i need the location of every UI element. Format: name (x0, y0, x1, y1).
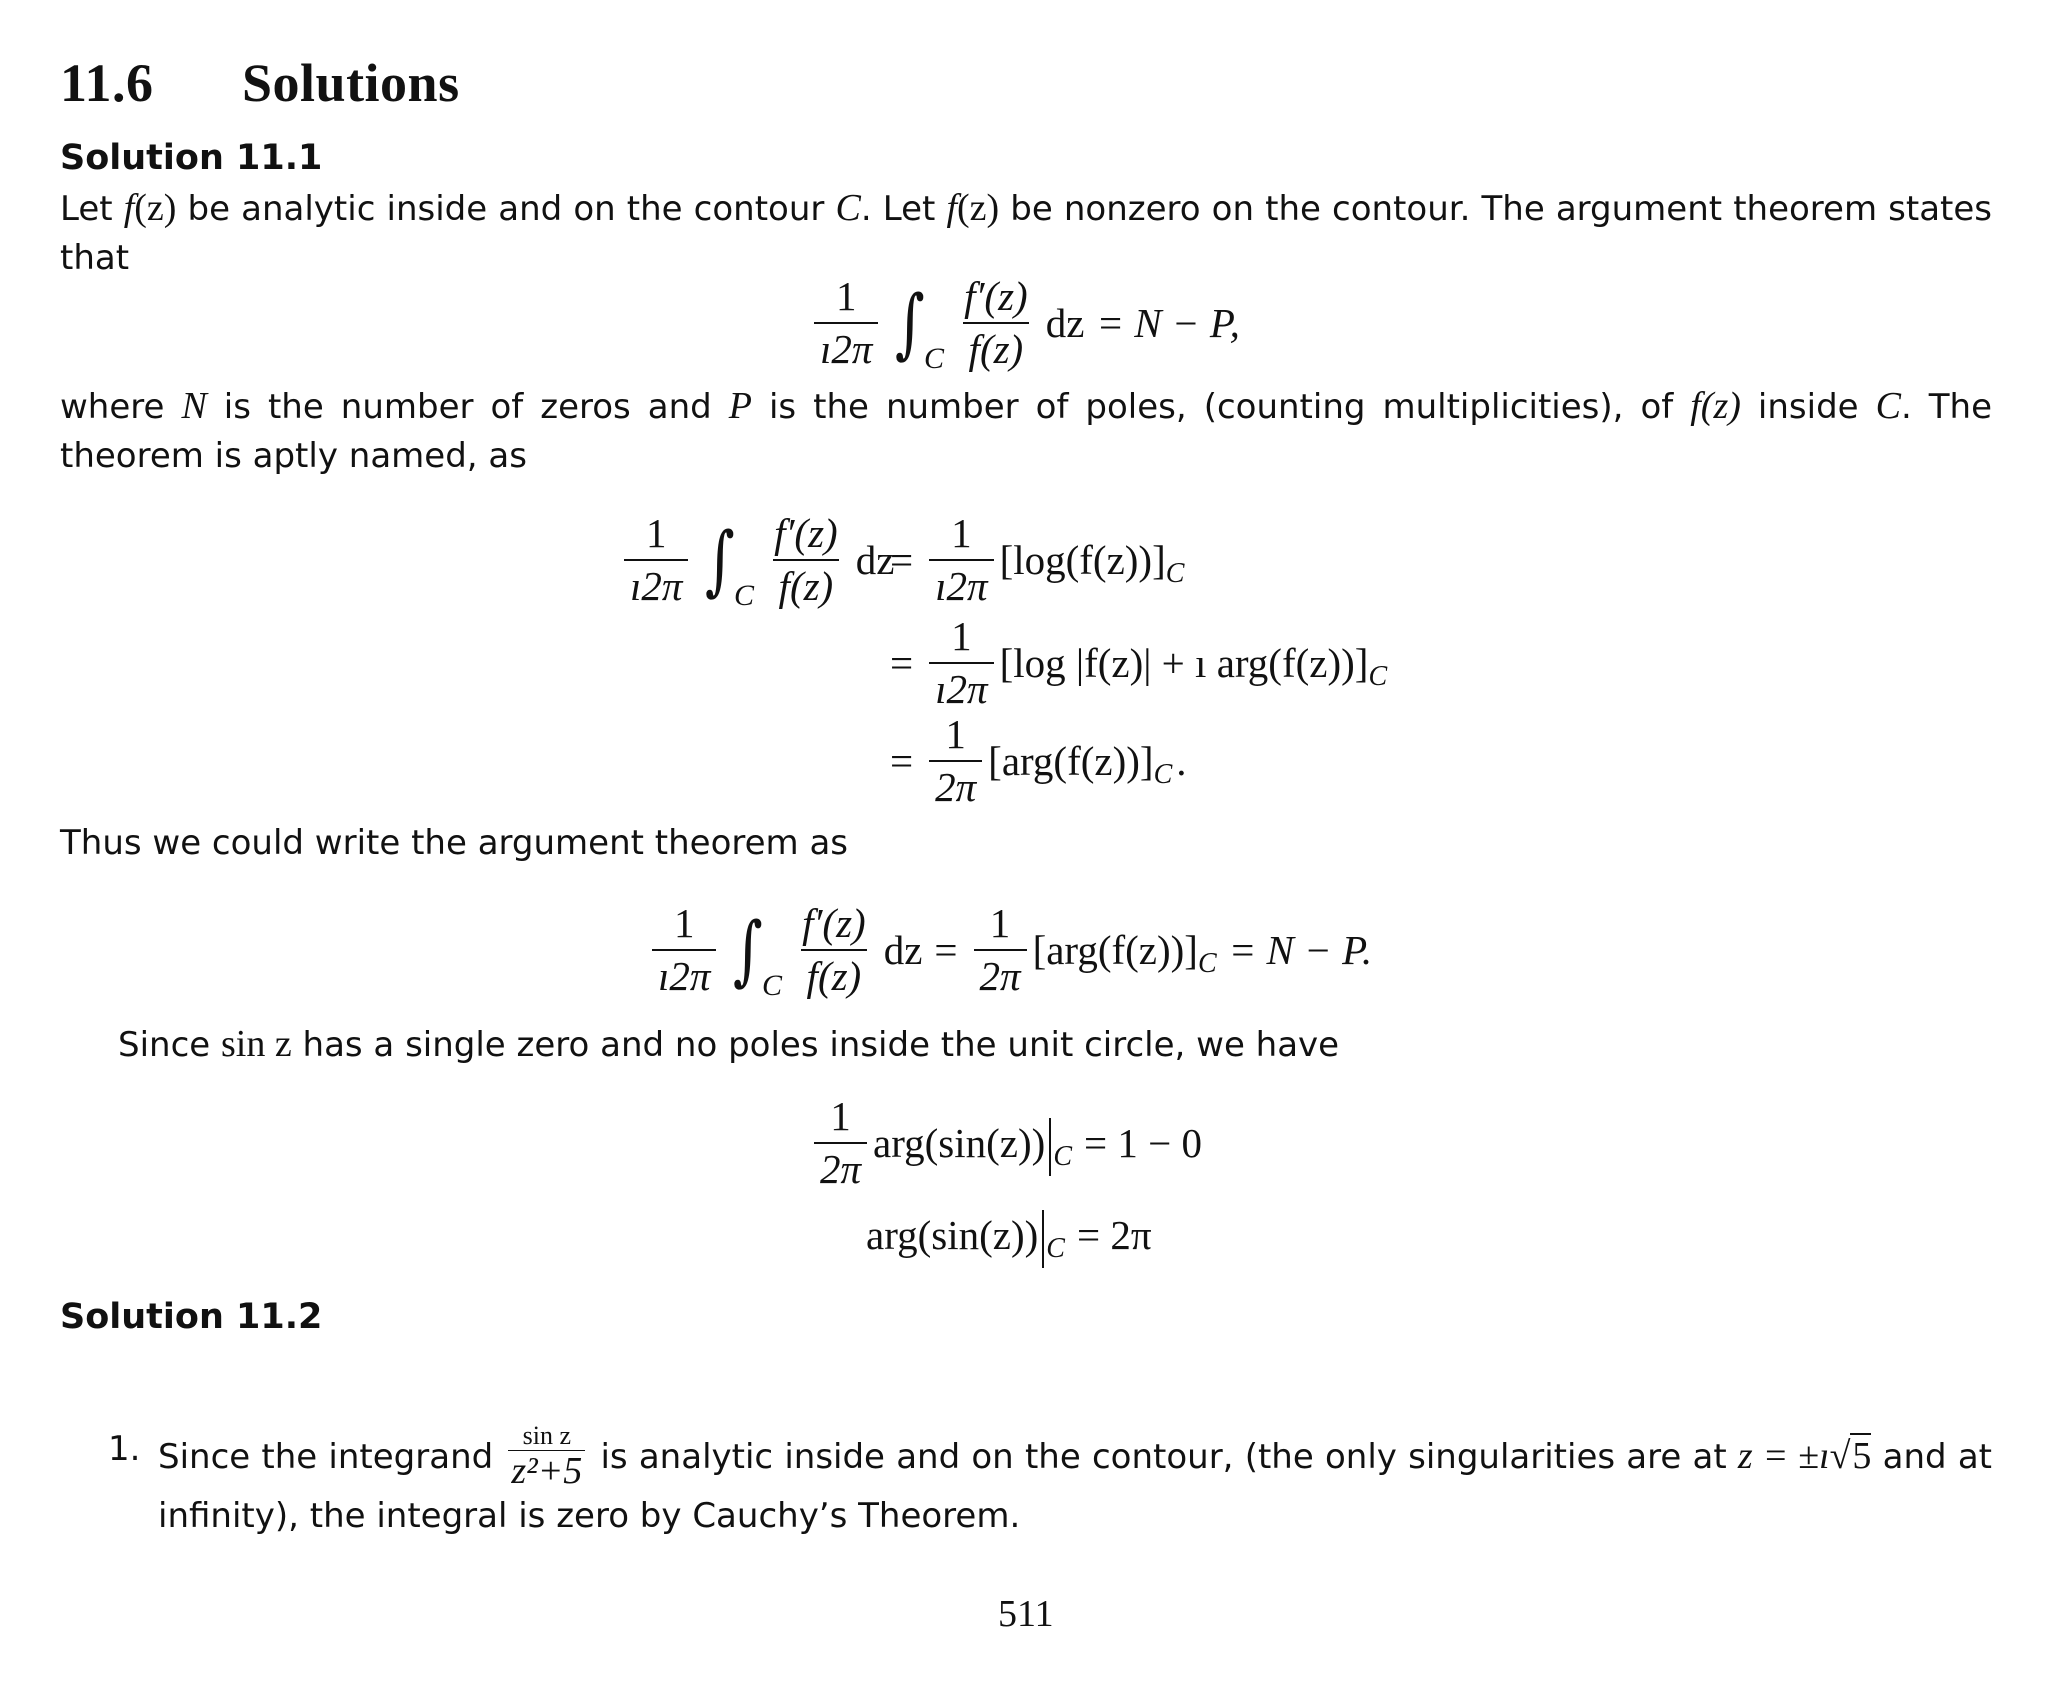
text: is the number of poles, (counting multiplicities), of (751, 387, 1691, 427)
equation-argument-theorem (808, 268, 1240, 378)
numerator: 1 (835, 272, 857, 319)
equals-sign: = (890, 537, 914, 583)
equals-sign: = (890, 640, 914, 686)
denominator: z²+5 (508, 1450, 585, 1490)
equals-sign: = (934, 927, 958, 973)
math: C (1875, 385, 1901, 427)
equation-derivation-line-2 (890, 608, 1387, 718)
expression: [arg(f(z))] (1032, 927, 1198, 973)
math: (z) (134, 187, 177, 229)
text: be analytic inside and on the contour (176, 189, 836, 229)
equation-derivation-line-1 (618, 505, 894, 615)
math: f (946, 187, 957, 229)
equals-sign: = (890, 738, 914, 784)
integrand-fraction (508, 1423, 585, 1490)
expression: arg(sin(z)) (873, 1120, 1046, 1166)
numerator: 1 (951, 509, 972, 556)
numerator: 1 (989, 899, 1011, 946)
equation-rhs: = N − P, (1096, 300, 1240, 346)
denominator: f(z) (963, 322, 1030, 373)
section-title: Solutions (242, 53, 460, 113)
text: . The theorem is aptly named, as (60, 387, 1992, 476)
fraction (814, 273, 878, 373)
list-item-number: 1. (108, 1429, 141, 1469)
math: N (181, 385, 207, 427)
equation-rhs: = 1 − 0 (1084, 1120, 1203, 1166)
contour-subscript: C (734, 579, 755, 612)
text: and at infinity), the integral is zero by Cauchy’s Theorem. (158, 1437, 1992, 1536)
solution-11-1-explanation (60, 382, 1992, 481)
text: Since (118, 1025, 221, 1065)
fraction (624, 510, 688, 610)
denominator: 2π (814, 1142, 867, 1193)
solution-11-1-heading: Solution 11.1 (60, 138, 323, 178)
contour-subscript: C (924, 342, 945, 375)
math: (z) (957, 187, 1000, 229)
argument-theorem-restatement-intro: Thus we could write the argument theorem as (60, 823, 848, 863)
denominator: f(z) (773, 559, 840, 610)
numerator: f′(z) (964, 272, 1028, 319)
fraction (958, 273, 1034, 373)
page-number: 511 (998, 1593, 1054, 1635)
subscript: C (1165, 558, 1185, 589)
equation-argument-theorem-restated (646, 895, 1372, 1005)
expression: [log(f(z))] (999, 537, 1166, 583)
punctuation: . (1176, 738, 1187, 784)
subscript: C (1197, 948, 1217, 979)
equation-rhs: = N − P. (1228, 927, 1373, 973)
denominator: ı2π (652, 949, 716, 1000)
equation-rhs: = 2π (1076, 1212, 1152, 1258)
numerator: sin z (522, 1421, 572, 1450)
differential: dz (883, 927, 923, 973)
math: C (835, 187, 861, 229)
math: f (123, 187, 135, 229)
evaluation-bar (1042, 1210, 1044, 1268)
text: is analytic inside and on the contour, (the only singularities are at (589, 1437, 1738, 1477)
math: f(z) (1690, 385, 1741, 427)
subscript: C (1053, 1141, 1073, 1172)
integral-sign: ∫ (895, 278, 926, 367)
numerator: 1 (673, 899, 695, 946)
numerator: 1 (645, 509, 667, 556)
text: be nonzero on the contour. The argument theorem states that (60, 189, 1993, 278)
math: z = ±ı (1737, 1435, 1830, 1477)
denominator: 2π (974, 949, 1027, 1000)
list-item: Since the integrand $\frac{\text{sin z}}{\text{z²+5}}$ is analytic inside and on the contour, (the only singularities are at z = ±ı√5 and at infinity), the integral is zero by Cauchy’s Theorem. (158, 1421, 1992, 1536)
integral-sign: ∫ (733, 905, 764, 994)
text: . Let (860, 189, 947, 229)
numerator: 1 (951, 612, 972, 659)
numerator: 1 (945, 710, 966, 757)
fraction (652, 900, 716, 1000)
fraction (929, 510, 993, 610)
math: 5 (1852, 1435, 1872, 1477)
denominator: ı2π (624, 559, 688, 610)
denominator: ı2π (929, 662, 993, 713)
section-heading (60, 52, 460, 114)
math: sin z (221, 1023, 292, 1065)
expression: arg(sin(z)) (866, 1212, 1039, 1258)
solution-11-2-heading: Solution 11.2 (60, 1297, 323, 1337)
equation-derivation-line-1-rhs (890, 505, 1184, 615)
integral-sign: ∫ (705, 515, 736, 604)
math: P (728, 385, 752, 427)
fraction (974, 900, 1027, 1000)
equation-arg-sin-line-1 (808, 1088, 1202, 1198)
subscript: C (1368, 661, 1388, 692)
text: Since the integrand (158, 1437, 505, 1477)
denominator: ı2π (929, 559, 993, 610)
numerator: f′(z) (774, 509, 838, 556)
denominator: 2π (929, 760, 982, 811)
fraction (768, 510, 844, 610)
text: where (60, 387, 182, 427)
equation-derivation-line-3 (890, 706, 1187, 816)
denominator: ı2π (814, 322, 878, 373)
text: inside (1740, 387, 1876, 427)
expression: [log |f(z)| + ı arg(f(z))] (999, 640, 1369, 686)
unit-circle-remark (118, 1020, 1992, 1070)
text: is the number of zeros and (206, 387, 729, 427)
expression: [arg(f(z))] (988, 738, 1154, 784)
fraction (929, 613, 993, 713)
fraction (929, 711, 982, 811)
differential: dz (1045, 300, 1085, 346)
numerator: f′(z) (802, 899, 866, 946)
differential: dz (855, 537, 895, 583)
denominator: f(z) (801, 949, 868, 1000)
fraction (814, 1093, 867, 1193)
fraction (796, 900, 872, 1000)
text: Let (60, 189, 124, 229)
contour-subscript: C (762, 969, 783, 1002)
subscript: C (1153, 759, 1173, 790)
equation-arg-sin-line-2 (866, 1200, 1152, 1270)
subscript: C (1046, 1233, 1065, 1264)
section-number: 11.6 (60, 53, 154, 113)
evaluation-bar (1049, 1118, 1051, 1176)
numerator: 1 (830, 1092, 851, 1139)
text: has a single zero and no poles inside the unit circle, we have (291, 1025, 1340, 1065)
